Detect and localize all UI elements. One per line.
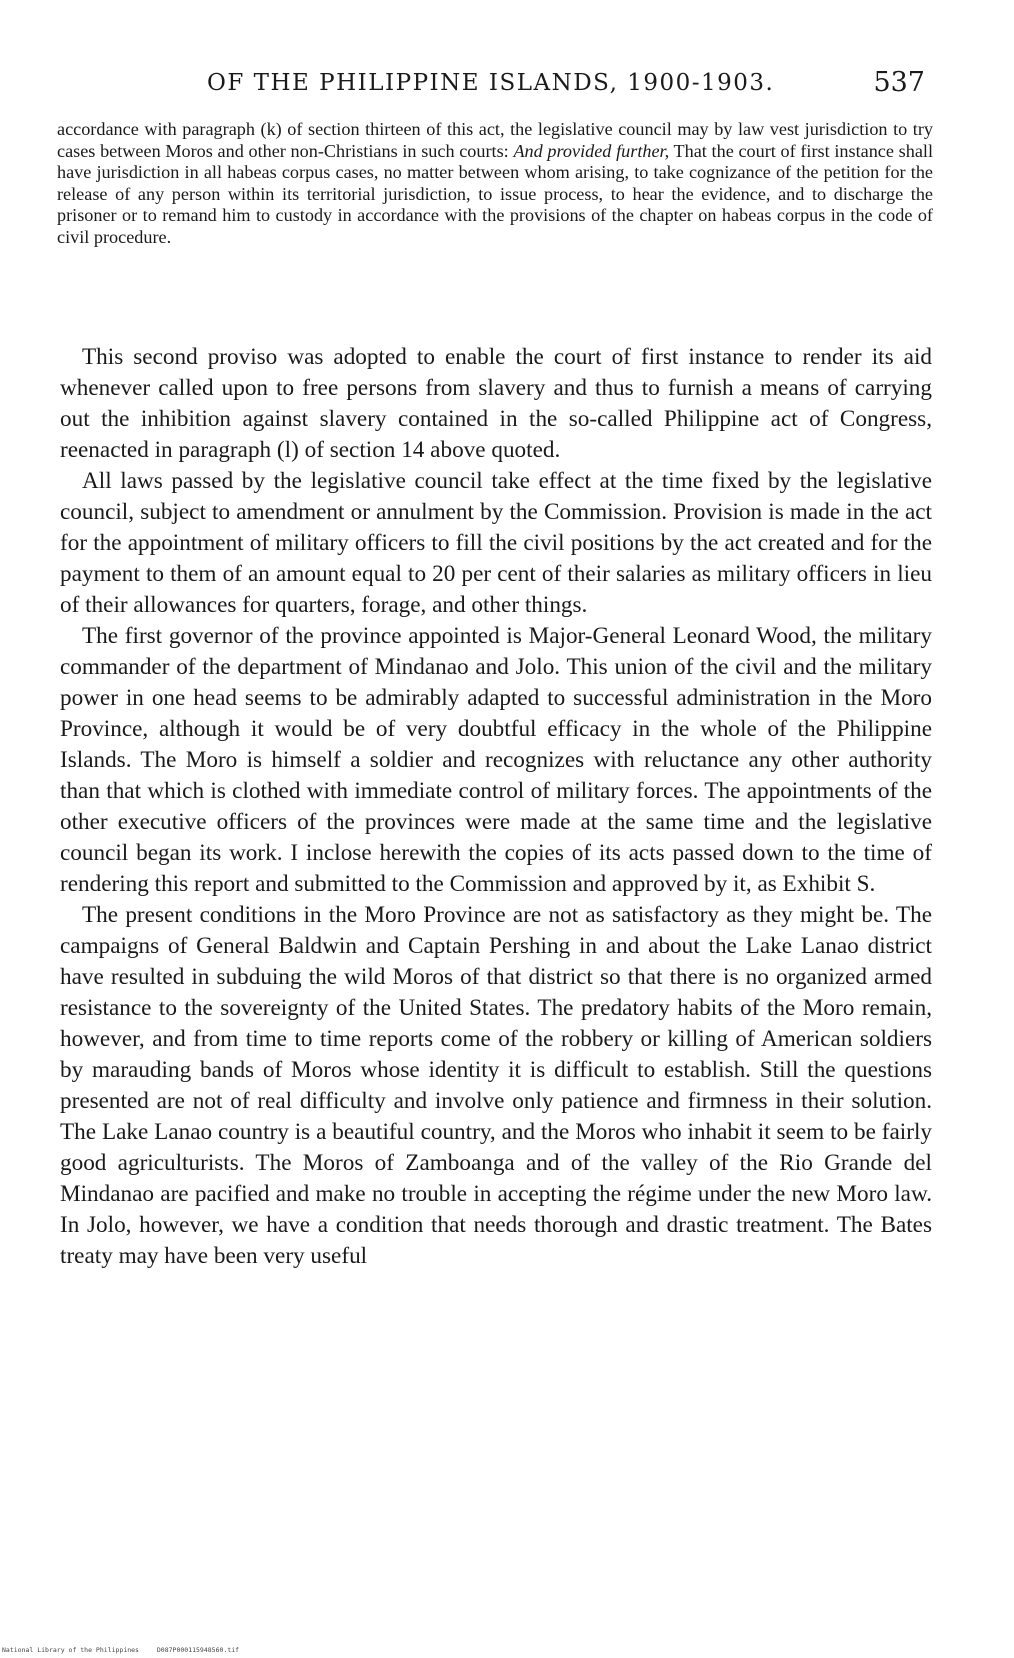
footer-file-id: D087P000115948560.tif (156, 1646, 240, 1654)
page-number: 537 (873, 67, 925, 98)
footer-library: National Library of the Philippines (2, 1646, 139, 1654)
body-text (60, 342, 932, 1272)
page-header (57, 67, 925, 100)
scan-footer (2, 1646, 253, 1654)
excerpt-italic-phrase: And provided further, (513, 140, 670, 161)
excerpt-text-start: accordance with paragraph (k) of section thirteen of this act, the legislative council may by law vest jurisdiction to try cases between Moros and other non-Christians in such courts: (57, 119, 933, 161)
paragraph-laws-passed: All laws passed by the legislative council take effect at the time fixed by the legislative council, subject to amendment or annulment by the Commission. Provision is made in the act for the appointment of military officers to fill the civil positions by the act created and for the payment to them of an amount equal to 20 per cent of their salaries as military officers in lieu of their allowances for quarters, forage, and other things. (60, 468, 932, 618)
quoted-law-excerpt (57, 119, 933, 249)
paragraph-first-governor: The first governor of the province appointed is Major-General Leonard Wood, the military commander of the department of Mindanao and Jolo. This union of the civil and the military power in one head seems to be admirably adapted to successful administration in the Moro Province, although it would be of very doubtful efficacy in the whole of the Philippine Islands. The Moro is himself a soldier and recognizes with reluctance any other authority than that which is clothed with immediate control of military forces. The appointments of the other executive officers of the provinces were made at the same time and the legislative council began its work. I inclose herewith the copies of its acts passed down to the time of rendering this report and submitted to the Commission and approved by it, as Exhibit S. (60, 623, 932, 897)
paragraph-present-conditions: The present conditions in the Moro Province are not as satisfactory as they might be. The campaigns of General Baldwin and Captain Pershing in and about the Lake Lanao district have resulted in subduing the wild Moros of that district so that there is no organized armed resistance to the sovereignty of the United States. The predatory habits of the Moro remain, however, and from time to time reports come of the robbery or killing of American soldiers by marauding bands of Moros whose identity it is difficult to establish. Still the questions presented are not of real difficulty and involve only patience and firmness in their solution. The Lake Lanao country is a beautiful country, and the Moros who inhabit it seem to be fairly good agriculturists. The Moros of Zamboanga and of the valley of the Rio Grande del Mindanao are pacified and make no trouble in accepting the régime under the new Moro law. In Jolo, however, we have a condition that needs thorough and drastic treatment. The Bates treaty may have been very useful (60, 902, 932, 1269)
paragraph-second-proviso: This second proviso was adopted to enable the court of first instance to render its aid whenever called upon to free persons from slavery and thus to furnish a means of carrying out the inhibition against slavery contained in the so-called Philippine act of Congress, reenacted in paragraph (l) of section 14 above quoted. (60, 344, 932, 463)
excerpt-text-end: That the court of first instance shall have jurisdiction in all habeas corpus cases, no matter between whom arising, to take cognizance of the petition for the release of any person within its territorial jurisdiction, to issue process, to hear the evidence, and to discharge the prisoner or to remand him to custody in accordance with the provisions of the chapter on habeas corpus in the code of civil procedure. (57, 140, 933, 247)
running-title: OF THE PHILIPPINE ISLANDS, 1900-1903. (207, 70, 775, 96)
